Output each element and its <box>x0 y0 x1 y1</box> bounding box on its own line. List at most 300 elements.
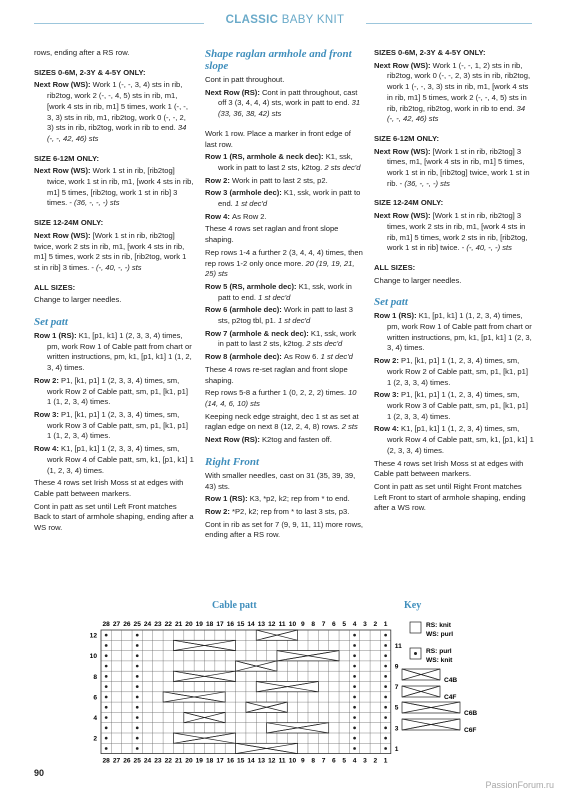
purl-dot <box>353 716 356 719</box>
row-label-right: 9 <box>394 663 399 671</box>
stitch-label-bottom: 3 <box>363 757 367 765</box>
key-swatch <box>410 622 421 633</box>
stitch-label-top: 6 <box>332 621 336 628</box>
stitch-label-bottom: 20 <box>185 757 193 765</box>
text-run: These 4 rows set Irish Moss st at edges with Cable patt between markers. <box>34 478 184 498</box>
cable-symbol-c4f <box>246 702 287 712</box>
text-run: rows, ending after a RS row. <box>34 48 130 57</box>
stitch-label-top: 18 <box>206 621 214 628</box>
purl-dot <box>384 727 387 730</box>
cable-symbol-c6f <box>267 723 329 733</box>
instruction-paragraph <box>374 356 534 388</box>
stitch-label-top: 7 <box>321 621 326 628</box>
bold-run: Row 4: <box>205 211 233 221</box>
stitch-label-top: 12 <box>268 621 276 628</box>
brand-baby-knit: BABY KNIT <box>281 14 345 26</box>
text-run: Work in patt to last 3 sts, p2tog tbl, p1. <box>218 305 353 326</box>
bold-run: Next Row (WS): <box>374 211 433 221</box>
stitch-label-bottom: 8 <box>311 757 316 765</box>
text-run: Change to larger needles. <box>34 295 122 305</box>
stitch-label-top: 20 <box>185 621 193 628</box>
stitch-label-top: 26 <box>123 621 131 628</box>
bold-run: ALL SIZES: <box>374 262 416 272</box>
text-run: K1, [p1, k1] 1 (2, 3, 3, 4) times, sm, work Row 4 of Cable patt, sm, k1, [p1, k1] 1 (1, 2, 3, 4) times. <box>47 444 194 475</box>
stitch-label-bottom: 25 <box>133 757 141 765</box>
row-label-right: 11 <box>394 642 402 650</box>
cable-symbol-c4b <box>236 661 277 671</box>
key-label-line2: WS: knit <box>426 657 453 664</box>
text-run: Cont in patt throughout. <box>205 75 285 84</box>
italic-run: 1 st dec'd <box>277 316 311 326</box>
purl-dot <box>105 685 108 688</box>
stitch-label-top: 27 <box>112 621 121 628</box>
instruction-paragraph <box>34 478 194 499</box>
row-label-left: 10 <box>89 653 97 661</box>
key-purl-dot <box>414 652 417 655</box>
purl-dot <box>105 644 108 647</box>
bold-run: Next Row (WS): <box>374 60 433 70</box>
text-run: Work 1 st in rib, [rib2tog] twice, work 1 st in rib, m1, [work 4 sts in rib, m1] 5 times, [rib2tog, work 1 st in rib] 3 times. - <box>47 166 194 208</box>
purl-dot <box>136 706 139 709</box>
instruction-paragraph <box>205 352 363 363</box>
purl-dot <box>105 675 108 678</box>
instruction-paragraph <box>205 329 363 350</box>
instruction-paragraph <box>34 331 194 374</box>
section-heading <box>205 48 363 72</box>
purl-dot <box>384 706 387 709</box>
stitch-label-top: 21 <box>174 621 183 628</box>
chart-key <box>392 612 552 762</box>
bold-run: SIZES 0-6M, 2-3Y & 4-5Y ONLY: <box>34 67 146 77</box>
cable-chart <box>85 614 402 765</box>
text-run: *P2, k2; rep from * to last 3 sts, p3. <box>232 506 350 516</box>
purl-dot <box>105 747 108 750</box>
purl-dot <box>384 696 387 699</box>
bold-run: Row 3: <box>34 409 62 419</box>
text-run: K3, *p2, k2; rep from * to end. <box>249 494 350 504</box>
stitch-label-bottom: 10 <box>288 757 297 765</box>
text-run: Rep rows 1-4 a further 2 (3, 4, 4, 4) times, then rep rows 1-2 only once more. <box>205 247 363 268</box>
instruction-paragraph <box>34 166 194 209</box>
stitch-label-bottom: 12 <box>268 757 276 765</box>
instruction-paragraph <box>205 224 363 245</box>
instruction-paragraph <box>34 48 194 59</box>
text-run: K1, ssk, work in patt to end. <box>218 281 352 302</box>
purl-dot <box>136 675 139 678</box>
purl-dot <box>136 644 139 647</box>
key-item-c6b <box>402 702 477 717</box>
stitch-label-bottom: 28 <box>102 757 110 765</box>
size-heading <box>34 68 194 79</box>
purl-dot <box>353 665 356 668</box>
cable-symbol-c6b <box>236 743 298 753</box>
row-label-left: 6 <box>93 694 97 702</box>
key-item-blank <box>410 622 453 638</box>
text-run: Cont in rib as set for 7 (9, 9, 11, 11) more rows, ending after a RS row. <box>205 519 363 540</box>
stitch-label-bottom: 24 <box>143 757 152 765</box>
bold-run: ALL SIZES: <box>34 282 76 292</box>
bold-run: SIZE 12-24M ONLY: <box>34 218 104 228</box>
instruction-paragraph <box>205 507 363 518</box>
purl-dot <box>136 665 139 668</box>
purl-dot <box>384 747 387 750</box>
row-label-right: 5 <box>394 704 399 712</box>
key-label: C4F <box>444 694 457 701</box>
cable-symbol-c6b <box>173 671 235 681</box>
size-heading <box>374 48 534 59</box>
text-run: K1, ssk, work in patt to end. <box>218 188 361 209</box>
purl-dot <box>353 685 356 688</box>
cable-symbol-c4f <box>256 630 297 640</box>
bold-run: Row 7 (armhole & neck dec): <box>205 328 311 338</box>
instruction-paragraph <box>205 520 363 541</box>
stitch-label-bottom: 15 <box>237 757 245 765</box>
cable-symbol-c6f <box>173 733 235 743</box>
text-column-1 <box>34 48 194 543</box>
purl-dot <box>353 727 356 730</box>
instruction-paragraph <box>205 412 363 433</box>
text-run: These 4 rows set raglan and front slope shaping. <box>205 224 339 245</box>
stitch-label-bottom: 1 <box>383 757 388 765</box>
stitch-label-top: 13 <box>257 621 266 628</box>
bold-run: SIZE 6-12M ONLY: <box>34 153 99 163</box>
stitch-label-top: 9 <box>300 621 305 628</box>
stitch-label-bottom: 14 <box>247 757 255 765</box>
stitch-label-bottom: 11 <box>278 757 286 765</box>
stitch-label-top: 2 <box>373 621 378 628</box>
purl-dot <box>384 675 387 678</box>
text-run: Set patt <box>34 316 68 329</box>
text-run: [Work 1 st in rib, rib2tog] 3 times, m1, [work 4 sts in rib, m1] 5 times, work 1 st in rib, [rib2tog] twice, work 1 st in rib. - <box>387 146 530 188</box>
italic-run: 34 (-, -, 42, 46) sts <box>387 103 526 124</box>
stitch-label-bottom: 26 <box>123 757 131 765</box>
bold-run: Row 2: <box>374 356 402 366</box>
stitch-label-top: 17 <box>216 621 224 628</box>
stitch-label-bottom: 18 <box>206 757 214 765</box>
bold-run: Row 4: <box>374 424 402 434</box>
cable-symbol-c6f <box>256 682 318 692</box>
italic-run: 2 sts dec'd <box>324 162 361 172</box>
instruction-paragraph <box>34 376 194 408</box>
page-number: 90 <box>34 768 45 778</box>
instruction-paragraph <box>34 231 194 274</box>
key-item-c4f <box>402 686 456 701</box>
text-run: K1, ssk, work in patt to last 2 sts, k2tog. <box>218 152 353 172</box>
text-run: P1, [k1, p1] 1 (2, 3, 3, 4) times, sm, work Row 2 of Cable patt, sm, p1, [k1, p1] 1 (1, 2, 3, 4) times. <box>47 375 188 407</box>
stitch-label-top: 10 <box>288 621 297 628</box>
row-label-right: 7 <box>394 684 399 692</box>
italic-run: 34 (-, -, 42, 46) sts <box>47 123 187 143</box>
purl-dot <box>105 727 108 730</box>
row-label-left: 8 <box>93 673 97 681</box>
instruction-paragraph <box>374 459 534 480</box>
stitch-label-top: 4 <box>352 621 357 628</box>
purl-dot <box>353 634 356 637</box>
stitch-label-top: 28 <box>102 621 110 628</box>
bold-run: Next Row (WS): <box>374 146 433 156</box>
cable-symbol-c6b <box>163 692 225 702</box>
italic-run: (36, -, -, -) sts <box>74 198 120 208</box>
stitch-label-bottom: 6 <box>332 757 336 765</box>
row-label-right: 1 <box>394 745 399 753</box>
row-label-left: 2 <box>93 735 97 743</box>
italic-run: 1 st dec'd <box>234 199 268 209</box>
stitch-label-bottom: 23 <box>154 757 162 765</box>
bold-run: Row 2: <box>34 375 62 385</box>
section-heading <box>205 456 363 468</box>
stitch-label-bottom: 16 <box>226 757 235 765</box>
instruction-paragraph <box>205 88 363 120</box>
purl-dot <box>105 737 108 740</box>
instruction-paragraph <box>205 212 363 223</box>
brand-classic: CLASSIC <box>225 14 279 26</box>
stitch-label-bottom: 27 <box>112 757 121 765</box>
stitch-label-top: 23 <box>154 621 162 628</box>
purl-dot <box>384 685 387 688</box>
text-run: Keeping neck edge straight, dec 1 st as set at raglan edge on next 8 (12, 2, 4, 8) rows. <box>205 411 359 432</box>
bold-run: Row 5 (RS, armhole dec): <box>205 281 299 291</box>
instruction-paragraph <box>205 365 363 386</box>
row-label-left: 12 <box>89 632 97 640</box>
bold-run: Row 1 (RS): <box>34 331 79 341</box>
instruction-paragraph <box>34 410 194 442</box>
instruction-paragraph <box>205 176 363 187</box>
purl-dot <box>136 747 139 750</box>
text-run: K1, [p1, k1] 1 (1, 2, 3, 4) times, pm, work Row 1 of Cable patt from chart or written instructions, pm, k1, [p1, k1] 1 (2, 3, 3, 4) times. <box>387 311 532 353</box>
text-run: P1, [k1, p1] 1 (1, 2, 3, 4) times, sm, work Row 2 of Cable patt, sm, p1, [k1, p1] 1 (2, 3, 3, 4) times. <box>387 356 528 387</box>
instruction-paragraph <box>374 276 534 287</box>
key-label-line1: RS: purl <box>426 648 452 655</box>
text-run: Work 1 row. Place a marker in front edge of last row. <box>205 128 351 149</box>
purl-dot <box>105 654 108 657</box>
instruction-paragraph <box>205 305 363 326</box>
bold-run: Row 6 (armhole dec): <box>205 305 284 315</box>
purl-dot <box>384 644 387 647</box>
instruction-paragraph <box>374 147 534 190</box>
stitch-label-bottom: 4 <box>352 757 357 765</box>
purl-dot <box>353 644 356 647</box>
text-run: As Row 2. <box>232 211 267 221</box>
stitch-label-top: 22 <box>164 621 172 628</box>
instruction-paragraph <box>374 482 534 514</box>
italic-run: 20 (19, 19, 21, 25) sts <box>205 258 355 279</box>
instruction-paragraph <box>205 435 363 446</box>
bold-run: Row 2: <box>205 175 233 185</box>
key-title: Key <box>404 600 422 611</box>
italic-run: (-, 40, -, -) sts <box>466 243 512 253</box>
instruction-paragraph <box>34 80 194 144</box>
stitch-label-top: 11 <box>278 621 286 628</box>
bold-run: Next Row (WS): <box>34 80 93 90</box>
stitch-label-bottom: 19 <box>195 757 203 765</box>
stitch-label-bottom: 9 <box>300 757 305 765</box>
stitch-label-bottom: 5 <box>342 757 347 765</box>
stitch-label-top: 5 <box>342 621 347 628</box>
instruction-paragraph <box>374 61 534 125</box>
text-run: Work 1 (-, -, 3, 4) sts in rib, rib2tog, work 2 (-, -, 4, 5) sts in rib, m1, [work 4 sts in rib, m1] 5 times, work 1 (-, -, 3, 3) sts in rib, m1, rib2tog, work 0 (-, -, 2, 3) sts in rib, rib2tog, work in rib to end. <box>47 80 188 133</box>
stitch-label-top: 19 <box>195 621 203 628</box>
section-heading <box>374 296 534 308</box>
text-run: Change to larger needles. <box>374 275 462 285</box>
key-label: C6B <box>464 710 478 717</box>
text-run: K1, [p1, k1] 1 (2, 3, 3, 4) times, pm, work Row 1 of Cable patt from chart or written instructions, pm, k1, [p1, k1] 1 (1, 2, 3, 4) times. <box>47 331 192 373</box>
key-item-dot <box>410 648 453 664</box>
stitch-label-bottom: 13 <box>257 757 266 765</box>
purl-dot <box>105 634 108 637</box>
text-run: With smaller needles, cast on 31 (35, 39, 39, 43) sts. <box>205 470 356 491</box>
bold-run: SIZE 12-24M ONLY: <box>374 198 444 208</box>
bold-run: Row 8 (armhole dec): <box>205 352 284 362</box>
instruction-paragraph <box>34 444 194 476</box>
text-run: P1, [k1, p1] 1 (1, 2, 3, 4) times, sm, work Row 3 of Cable patt, sm, p1, [k1, p1] 1 (2, 3, 3, 4) times. <box>387 390 528 421</box>
magazine-title <box>210 14 360 26</box>
instruction-paragraph <box>205 388 363 409</box>
stitch-label-top: 1 <box>383 621 388 628</box>
purl-dot <box>136 716 139 719</box>
purl-dot <box>136 737 139 740</box>
key-label: C6F <box>464 727 477 734</box>
italic-run: (36, -, -, -) sts <box>404 178 450 188</box>
stitch-label-top: 8 <box>311 621 316 628</box>
text-column-3 <box>374 48 534 523</box>
text-run: Cont in patt as set until Left Front matches Back to start of armhole shaping, ending after a WS row. <box>34 501 194 533</box>
stitch-label-top: 15 <box>237 621 245 628</box>
stitch-label-top: 25 <box>133 621 141 628</box>
stitch-label-top: 16 <box>226 621 235 628</box>
instruction-paragraph <box>34 295 194 306</box>
stitch-label-top: 14 <box>247 621 255 628</box>
purl-dot <box>105 665 108 668</box>
header-rule-right <box>366 23 532 24</box>
purl-dot <box>353 654 356 657</box>
purl-dot <box>384 716 387 719</box>
instruction-paragraph <box>205 471 363 492</box>
italic-run: 2 sts <box>341 422 358 432</box>
italic-run: 31 (33, 36, 38, 42) sts <box>218 98 361 119</box>
purl-dot <box>105 716 108 719</box>
text-run: [Work 1 st in rib, rib2tog] twice, work 2 sts in rib, m1, [work 4 sts in rib, m1] 5 times, work 2 sts in rib, [rib2tog, work 1 st in rib] 3 times. - <box>34 230 187 272</box>
purl-dot <box>384 665 387 668</box>
instruction-paragraph <box>205 129 363 150</box>
purl-dot <box>353 696 356 699</box>
instruction-paragraph <box>374 390 534 422</box>
key-label: C4B <box>444 677 458 684</box>
purl-dot <box>353 747 356 750</box>
text-run: Set patt <box>374 296 408 309</box>
instruction-paragraph <box>374 211 534 254</box>
bold-run: Next Row (RS): <box>205 435 262 445</box>
instruction-paragraph <box>205 282 363 303</box>
key-label-line2: WS: purl <box>426 631 454 638</box>
purl-dot <box>136 654 139 657</box>
instruction-paragraph <box>205 152 363 173</box>
bold-run: Next Row (RS): <box>205 87 262 97</box>
text-run: These 4 rows set Irish Moss st at edges with Cable patt between markers. <box>374 458 524 479</box>
cable-symbol-c4b <box>184 712 225 722</box>
text-run: Rep rows 5-8 a further 1 (0, 2, 2, 2) times. <box>205 388 349 398</box>
text-run: Cont in patt as set until Right Front matches Left Front to start of armhole shaping, ending after a WS row. <box>374 481 526 513</box>
purl-dot <box>105 706 108 709</box>
bold-run: Row 3 (armhole dec): <box>205 188 284 198</box>
bold-run: Row 1 (RS): <box>205 494 250 504</box>
text-run: As Row 6. <box>283 352 321 362</box>
stitch-label-top: 24 <box>143 621 152 628</box>
page-header <box>0 14 566 34</box>
italic-run: 10 (14, 4, 6, 10) sts <box>205 388 357 408</box>
instruction-paragraph <box>205 248 363 280</box>
instruction-paragraph <box>205 75 363 86</box>
purl-dot <box>353 737 356 740</box>
stitch-label-top: 3 <box>363 621 367 628</box>
bold-run: SIZES 0-6M, 2-3Y & 4-5Y ONLY: <box>374 48 486 57</box>
purl-dot <box>384 654 387 657</box>
instruction-paragraph <box>205 188 363 209</box>
instruction-paragraph <box>205 494 363 505</box>
watermark: PassionForum.ru <box>485 780 554 790</box>
purl-dot <box>136 696 139 699</box>
stitch-label-bottom: 17 <box>216 757 224 765</box>
stitch-label-bottom: 2 <box>373 757 378 765</box>
italic-run: 2 sts dec'd <box>306 339 343 349</box>
key-item-c4b <box>402 669 457 684</box>
bold-run: Row 4: <box>34 444 62 454</box>
text-run: Work in patt to last 2 sts, p2. <box>232 175 328 185</box>
cable-symbol-c6b <box>173 640 235 650</box>
text-run: [Work 1 st in rib, rib2tog] 3 times, work 2 sts in rib, m1, [work 4 sts in rib, m1] 5 times, work 2 sts in rib, [rib2tog, work 1 st in rib] twice. - <box>387 211 528 253</box>
purl-dot <box>105 696 108 699</box>
instruction-paragraph <box>374 424 534 456</box>
key-item-c6f <box>402 719 476 734</box>
purl-dot <box>384 634 387 637</box>
size-heading <box>374 134 534 145</box>
purl-dot <box>353 706 356 709</box>
purl-dot <box>136 634 139 637</box>
bold-run: Row 3: <box>374 390 402 400</box>
purl-dot <box>384 737 387 740</box>
size-heading <box>34 218 194 229</box>
text-run: K2tog and fasten off. <box>261 435 332 445</box>
text-run: K1, [p1, k1] 1 (1, 2, 3, 4) times, sm, work Row 4 of Cable patt, sm, k1, [p1, k1] 1 (2, 3, 3, 4) times. <box>387 424 534 455</box>
italic-run: (-, 40, -, -) sts <box>96 262 142 272</box>
bold-run: Row 2: <box>205 506 233 516</box>
row-label-left: 4 <box>93 714 97 722</box>
row-label-right: 3 <box>394 725 399 733</box>
size-heading <box>34 283 194 294</box>
italic-run: 1 st dec'd <box>258 292 291 302</box>
instruction-paragraph <box>374 311 534 354</box>
text-column-2 <box>205 48 363 550</box>
stitch-label-bottom: 22 <box>164 757 172 765</box>
bold-run: SIZE 6-12M ONLY: <box>374 133 439 143</box>
bold-run: Row 1 (RS): <box>374 311 419 321</box>
header-rule-left <box>34 23 204 24</box>
text-run: P1, [k1, p1] 1 (2, 3, 3, 4) times, sm, work Row 3 of Cable patt, sm, p1, [k1, p1] 1 (1, 2, 3, 4) times. <box>47 409 188 441</box>
text-run: Cont in patt throughout, cast off 3 (3, 4, 4, 4) sts, work in patt to end. <box>218 87 358 108</box>
bold-run: Next Row (WS): <box>34 166 93 176</box>
cable-symbol-c6f <box>277 651 339 661</box>
bold-run: Next Row (WS): <box>34 230 93 240</box>
text-run: Work 1 (-, -, 1, 2) sts in rib, rib2tog, work 0 (-, -, 2, 3) sts in rib, rib2tog, work 1 (-, -, 3, 3) sts in rib, m1, [work 4 sts in rib, m1] 5 times, work 2 (-, -, 4, 5) sts in rib, rib2tog, rib2tog, work in rib to end. <box>387 60 531 113</box>
text-run: K1, ssk, work in patt to last 2 sts, k2tog. <box>218 328 357 349</box>
text-run: Shape raglan armhole and front slope <box>205 48 352 72</box>
purl-dot <box>136 727 139 730</box>
key-label-line1: RS: knit <box>426 622 451 629</box>
bold-run: Row 1 (RS, armhole & neck dec): <box>205 152 326 162</box>
section-heading <box>34 316 194 328</box>
purl-dot <box>136 685 139 688</box>
size-heading <box>34 154 194 165</box>
size-heading <box>374 198 534 209</box>
